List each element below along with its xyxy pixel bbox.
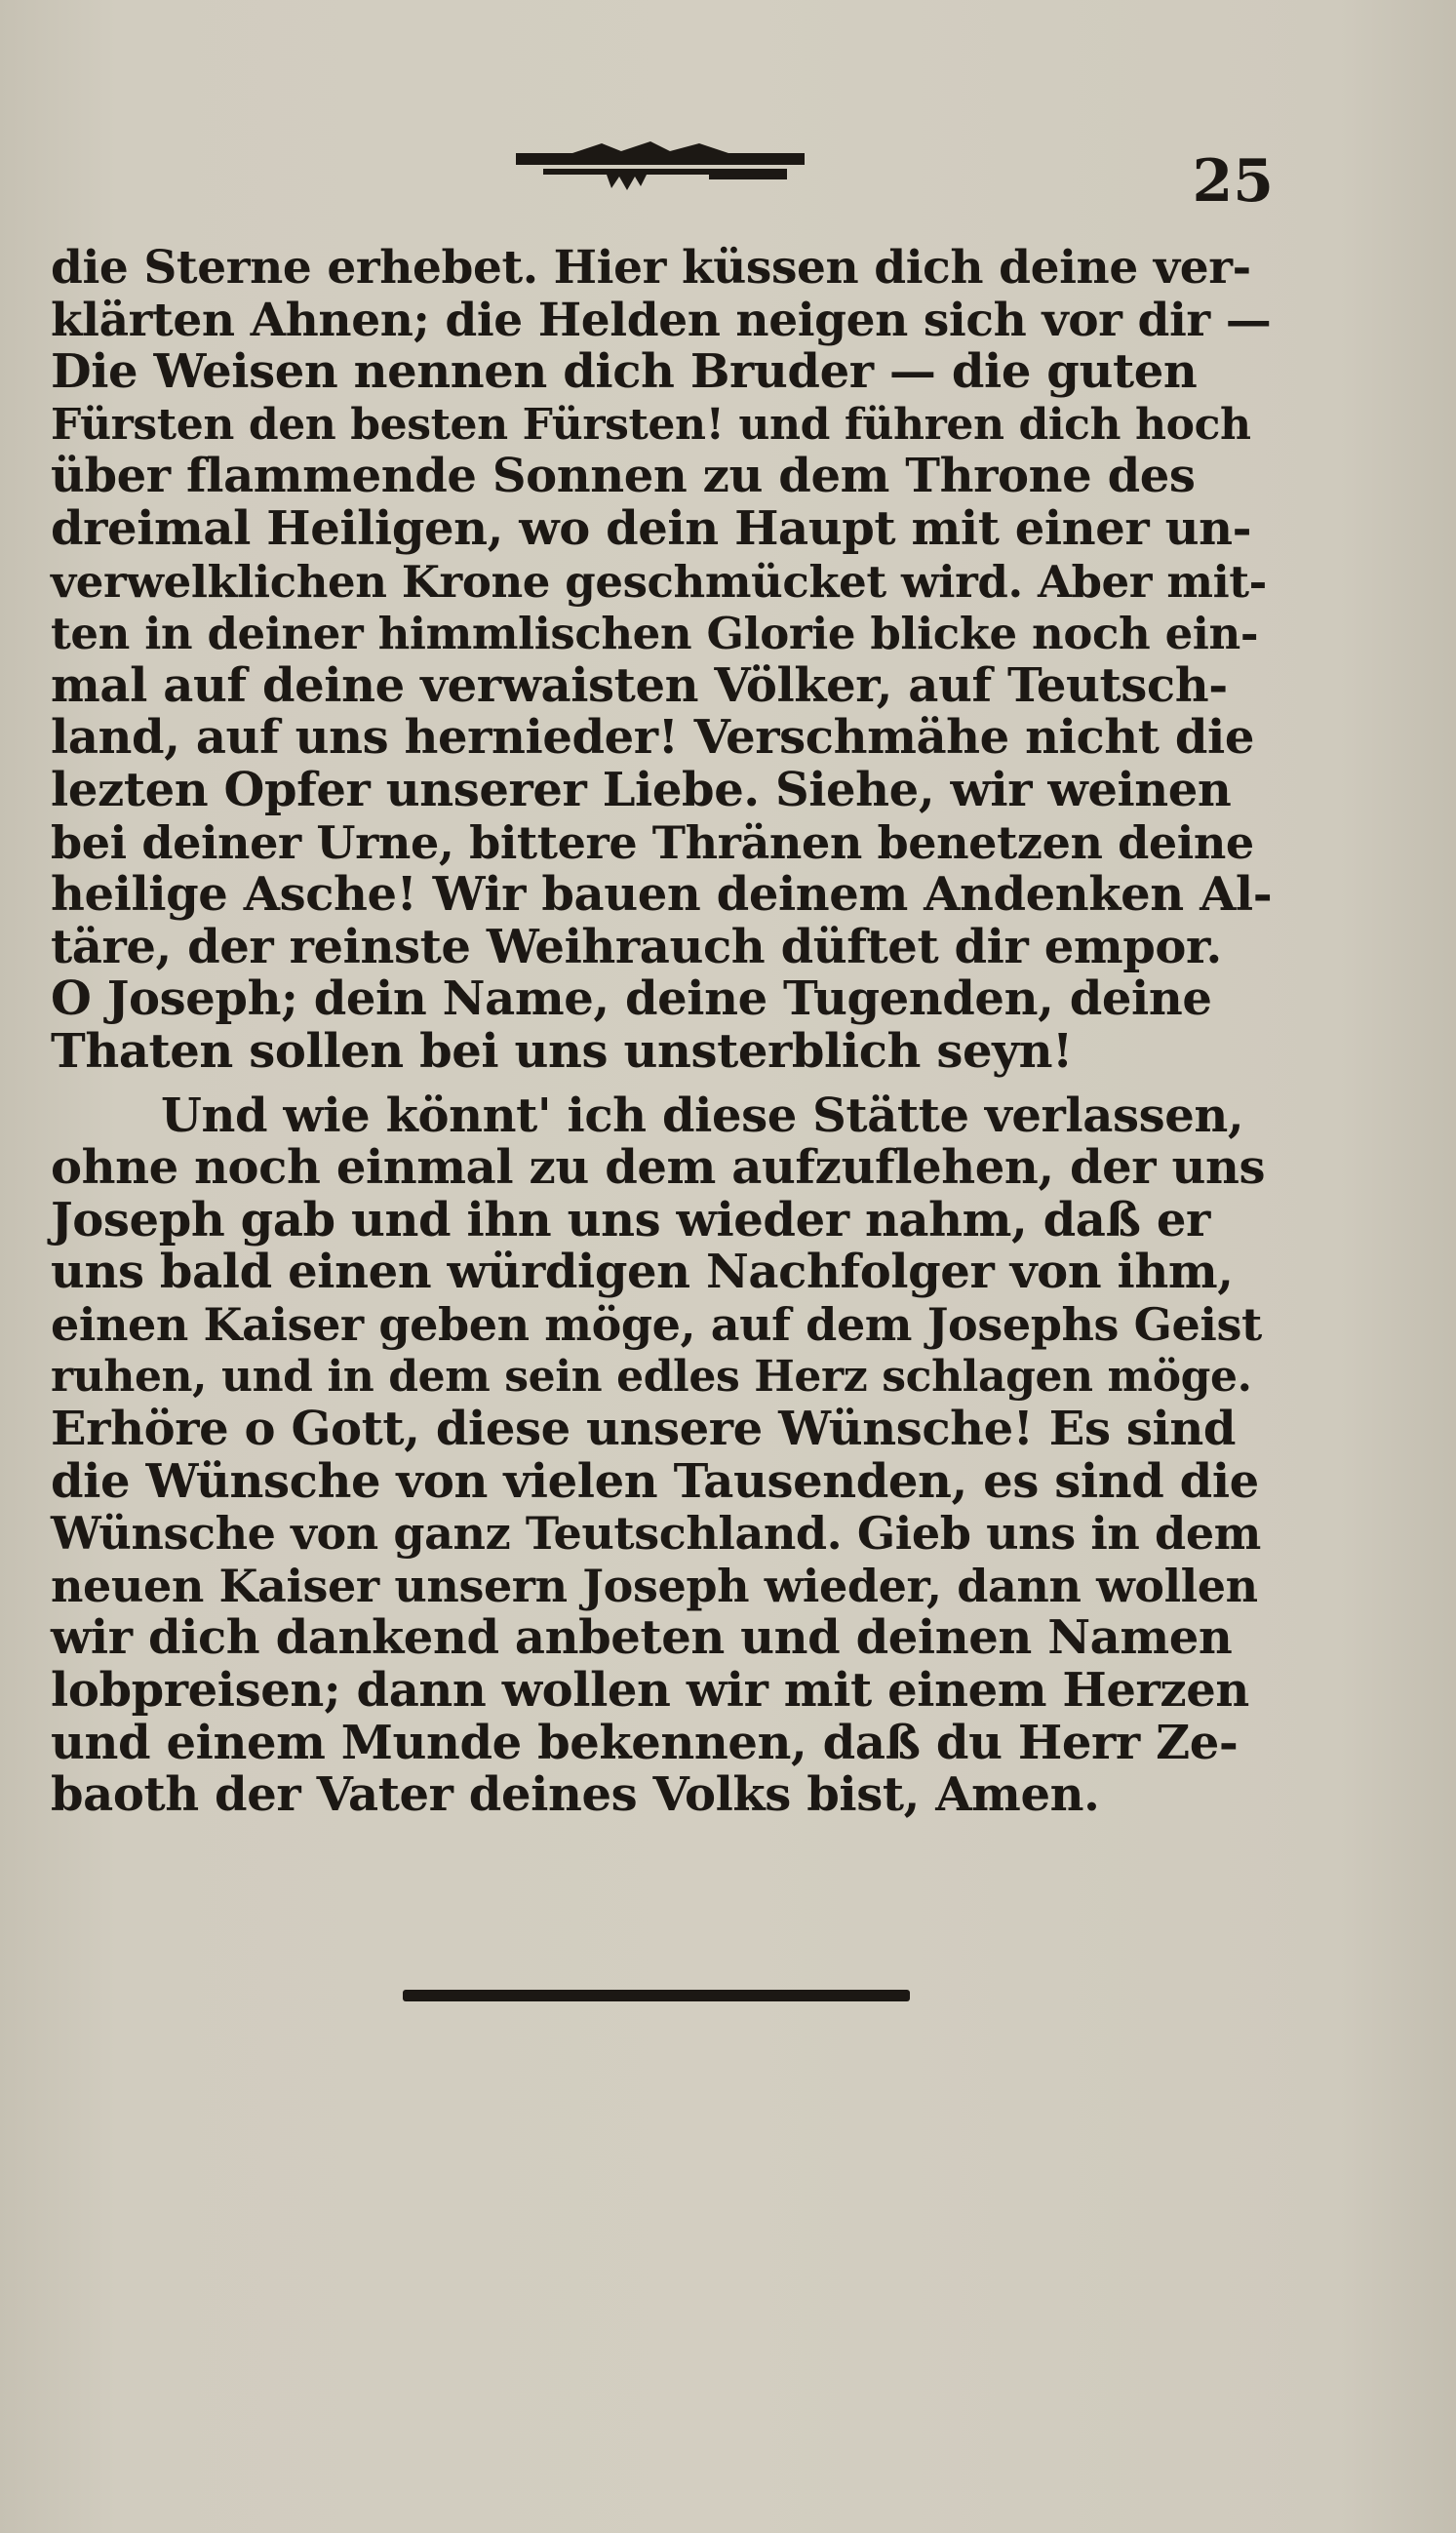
text-line: land, auf uns hernieder! Verschmähe nicht die bbox=[51, 710, 1255, 766]
text-line: lezten Opfer unserer Liebe. Siehe, wir weinen bbox=[51, 762, 1232, 817]
text-line: dreimal Heiligen, wo dein Haupt mit einer un- bbox=[51, 500, 1252, 556]
text-line: und einem Munde bekennen, daß du Herr Ze- bbox=[51, 1715, 1239, 1770]
text-line: über flammende Sonnen zu dem Throne des bbox=[51, 449, 1196, 504]
text-line: baoth der Vater deines Volks bist, Amen. bbox=[51, 1767, 1100, 1823]
text-line: ruhen, und in dem sein edles Herz schlagen möge. bbox=[51, 1352, 1252, 1403]
text-line: Thaten sollen bei uns unsterblich seyn! bbox=[51, 1023, 1073, 1079]
text-line: wir dich dankend anbeten und deinen Namen bbox=[51, 1610, 1233, 1666]
text-line: O Joseph; dein Name, deine Tugenden, deine bbox=[51, 971, 1212, 1027]
text-line: ten in deiner himmlischen Glorie blicke noch ein- bbox=[51, 608, 1259, 660]
paragraph-1 bbox=[51, 242, 1274, 1079]
text-line: täre, der reinste Weihrauch düftet dir empor. bbox=[51, 919, 1222, 974]
text-line: klärten Ahnen; die Helden neigen sich vor dir — bbox=[51, 293, 1272, 347]
text-line: neuen Kaiser unsern Joseph wieder, dann wollen bbox=[51, 1559, 1258, 1612]
text-line: bei deiner Urne, bittere Thränen benetzen deine bbox=[51, 815, 1254, 869]
body-text bbox=[51, 242, 1274, 1822]
page-number: 25 bbox=[1192, 147, 1274, 216]
text-line: Joseph gab und ihn uns wieder nahm, daß er bbox=[51, 1192, 1210, 1247]
text-line: Wünsche von ganz Teutschland. Gieb uns in dem bbox=[51, 1507, 1261, 1561]
text-line: Die Weisen nennen dich Bruder — die guten bbox=[51, 344, 1198, 400]
text-line: mal auf deine verwaisten Völker, auf Teutsch- bbox=[51, 657, 1228, 713]
closing-rule-icon bbox=[403, 1987, 910, 2004]
paragraph-2 bbox=[51, 1090, 1274, 1822]
text-line: lobpreisen; dann wollen wir mit einem Herzen bbox=[51, 1663, 1249, 1719]
text-line: Fürsten den besten Fürsten! und führen dich hoch bbox=[51, 399, 1251, 450]
text-line: heilige Asche! Wir bauen deinem Andenken Al- bbox=[51, 867, 1273, 923]
text-line: die Wünsche von vielen Tausenden, es sind die bbox=[51, 1453, 1259, 1509]
text-line: ohne noch einmal zu dem aufzuflehen, der uns bbox=[51, 1140, 1266, 1196]
text-line: verwelklichen Krone geschmücket wird. Aber mit- bbox=[51, 555, 1267, 608]
ornament-icon bbox=[514, 139, 807, 208]
text-line: Und wie könnt' ich diese Stätte verlassen, bbox=[161, 1088, 1244, 1143]
text-line: die Sterne erhebet. Hier küssen dich deine ver- bbox=[51, 241, 1251, 295]
text-line: einen Kaiser geben möge, auf dem Josephs Geist bbox=[51, 1297, 1262, 1351]
text-line: uns bald einen würdigen Nachfolger von ihm, bbox=[51, 1245, 1234, 1300]
text-line: Erhöre o Gott, diese unsere Wünsche! Es sind bbox=[51, 1402, 1237, 1457]
